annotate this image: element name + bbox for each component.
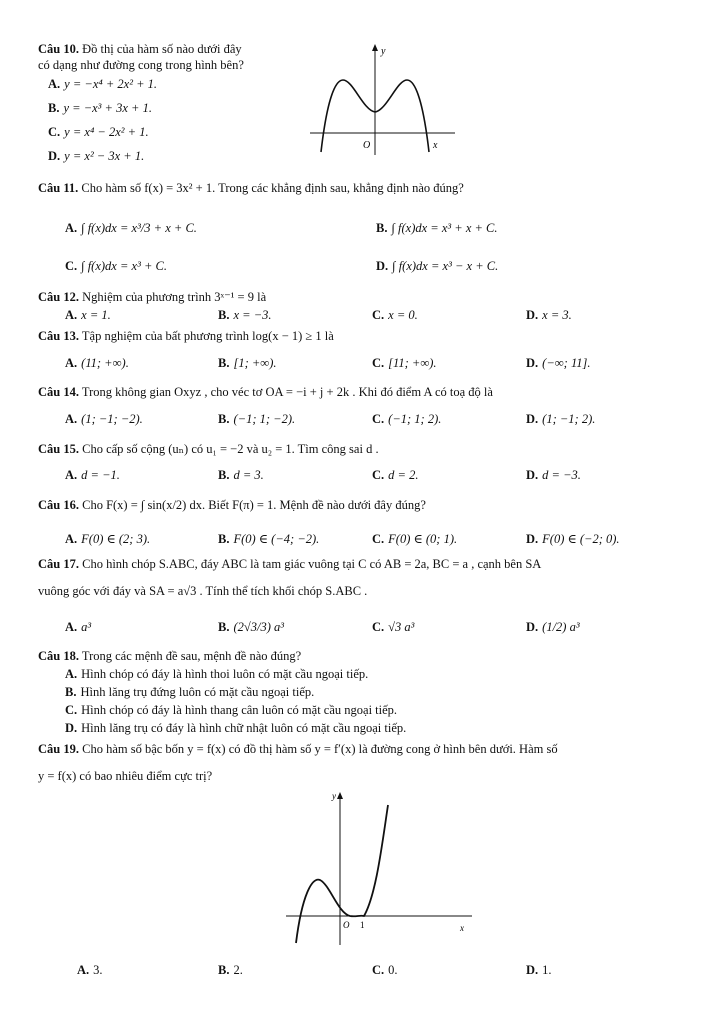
- q13-option-b[interactable]: B. [1; +∞).: [218, 356, 277, 370]
- q15-option-a[interactable]: A. d = −1.: [65, 468, 120, 482]
- q11-option-a[interactable]: A. ∫ f(x)dx = x³/3 + x + C.: [65, 221, 197, 235]
- q16-option-c[interactable]: C. F(0) ∈ (0; 1).: [372, 532, 458, 546]
- q19-option-b[interactable]: B. 2.: [218, 963, 243, 977]
- q17-text1: Cho hình chóp S.ABC, đáy ABC là tam giác vuông tại C có AB = 2a, BC = a , cạnh bên SA: [82, 557, 542, 571]
- q19-stem-line2: y = f(x) có bao nhiêu điểm cực trị?: [38, 769, 213, 783]
- q14-option-a[interactable]: A. (1; −1; −2).: [65, 412, 143, 426]
- q12-stem: [38, 289, 266, 305]
- q16-label: Câu 16.: [38, 498, 79, 512]
- q17-label: Câu 17.: [38, 557, 79, 571]
- q14-option-c[interactable]: C. (−1; 1; 2).: [372, 412, 442, 426]
- q17-stem-line1: [38, 556, 541, 572]
- q19-stem-line1: [38, 741, 558, 757]
- q11-option-d[interactable]: D. ∫ f(x)dx = x³ − x + C.: [376, 259, 499, 273]
- q10-label: Câu 10.: [38, 42, 79, 56]
- q12-label: Câu 12.: [38, 290, 79, 304]
- q15-stem: [38, 441, 379, 457]
- q10-graph: [305, 40, 465, 160]
- q19-x-label: x: [460, 923, 464, 933]
- q11-option-c[interactable]: C. ∫ f(x)dx = x³ + C.: [65, 259, 167, 273]
- q18-label: Câu 18.: [38, 649, 79, 663]
- q16-option-b[interactable]: B. F(0) ∈ (−4; −2).: [218, 532, 320, 546]
- q11-option-b[interactable]: B. ∫ f(x)dx = x³ + x + C.: [376, 221, 498, 235]
- q12-option-c[interactable]: C. x = 0.: [372, 308, 418, 322]
- q19-option-a[interactable]: A. 3.: [77, 963, 103, 977]
- q14-stem: [38, 384, 493, 400]
- q15-option-c[interactable]: C. d = 2.: [372, 468, 419, 482]
- q13-option-c[interactable]: C. [11; +∞).: [372, 356, 437, 370]
- q11-text: Cho hàm số f(x) = 3x² + 1. Trong các khẳng định sau, khẳng định nào đúng?: [81, 181, 464, 195]
- q10-stem-line1: [38, 41, 242, 57]
- q19-tick-1: 1: [360, 920, 365, 930]
- q10-origin-label: O: [363, 140, 371, 151]
- q18-option-c[interactable]: C. Hình chóp có đáy là hình thang cân luôn có mặt cầu ngoại tiếp.: [65, 703, 398, 717]
- q19-option-d[interactable]: D. 1.: [526, 963, 552, 977]
- q12-option-b[interactable]: B. x = −3.: [218, 308, 272, 322]
- q18-option-b[interactable]: B. Hình lăng trụ đứng luôn có mặt cầu ngoại tiếp.: [65, 685, 315, 699]
- q17-option-b[interactable]: B. (2√3/3) a³: [218, 620, 284, 634]
- q19-curve: [296, 805, 388, 943]
- q16-stem: [38, 497, 426, 513]
- q10-option-b[interactable]: B. y = −x³ + 3x + 1.: [48, 101, 152, 115]
- q19-option-c[interactable]: C. 0.: [372, 963, 398, 977]
- q17-option-d[interactable]: D. (1/2) a³: [526, 620, 580, 634]
- q10-option-c[interactable]: C. y = x⁴ − 2x² + 1.: [48, 125, 149, 139]
- q17-option-c[interactable]: C. √3 a³: [372, 620, 415, 634]
- q13-stem: [38, 328, 334, 344]
- q10-y-arrow: [372, 44, 378, 51]
- q15-text: Cho cấp số cộng (uₙ) có u₁ = −2 và u₂ = 1. Tìm công sai d .: [82, 442, 379, 456]
- q19-graph: [280, 785, 480, 950]
- q14-option-b[interactable]: B. (−1; 1; −2).: [218, 412, 296, 426]
- q19-label: Câu 19.: [38, 742, 79, 756]
- q13-label: Câu 13.: [38, 329, 79, 343]
- q17-option-a[interactable]: A. a³: [65, 620, 92, 634]
- q15-label: Câu 15.: [38, 442, 79, 456]
- q19-origin-label: O: [343, 920, 350, 930]
- q15-option-d[interactable]: D. d = −3.: [526, 468, 581, 482]
- q18-text: Trong các mệnh đề sau, mệnh đề nào đúng?: [81, 649, 302, 663]
- q13-text: Tập nghiệm của bất phương trình log(x − 1) ≥ 1 là: [81, 329, 334, 343]
- q13-option-d[interactable]: D. (−∞; 11].: [526, 356, 591, 370]
- q12-option-a[interactable]: A. x = 1.: [65, 308, 111, 322]
- q19-y-label: y: [332, 791, 336, 801]
- q10-text1: Đồ thị của hàm số nào dưới đây: [82, 42, 242, 56]
- q10-option-a[interactable]: A. y = −x⁴ + 2x² + 1.: [48, 77, 158, 91]
- q19-y-arrow: [337, 792, 343, 799]
- q18-stem: [38, 648, 301, 664]
- q15-option-b[interactable]: B. d = 3.: [218, 468, 264, 482]
- q18-option-a[interactable]: A. Hình chóp có đáy là hình thoi luôn có mặt cầu ngoại tiếp.: [65, 667, 369, 681]
- q10-stem-line2: có dạng như đường cong trong hình bên?: [38, 58, 244, 72]
- q12-text: Nghiệm của phương trình 3ˣ⁻¹ = 9 là: [82, 290, 267, 304]
- q16-text: Cho F(x) = ∫ sin(x/2) dx. Biết F(π) = 1. Mệnh đề nào dưới đây đúng?: [82, 498, 426, 512]
- q19-text1: Cho hàm số bậc bốn y = f(x) có đồ thị hàm số y = f′(x) là đường cong ở hình bên dưới. Hàm số: [82, 742, 558, 756]
- q11-label: Câu 11.: [38, 181, 79, 195]
- q10-option-d[interactable]: D. y = x² − 3x + 1.: [48, 149, 145, 163]
- q18-option-d[interactable]: D. Hình lăng trụ có đáy là hình chữ nhật luôn có mặt cầu ngoại tiếp.: [65, 721, 407, 735]
- q10-y-label: y: [381, 46, 386, 57]
- q17-stem-line2: vuông góc với đáy và SA = a√3 . Tính thể tích khối chóp S.ABC .: [38, 584, 368, 598]
- q12-option-d[interactable]: D. x = 3.: [526, 308, 572, 322]
- q10-x-label: x: [433, 140, 438, 151]
- q16-option-a[interactable]: A. F(0) ∈ (2; 3).: [65, 532, 151, 546]
- q14-label: Câu 14.: [38, 385, 79, 399]
- q14-text: Trong không gian Oxyz , cho véc tơ OA = −i + j + 2k . Khi đó điểm A có toạ độ là: [81, 385, 493, 399]
- q16-option-d[interactable]: D. F(0) ∈ (−2; 0).: [526, 532, 620, 546]
- q14-option-d[interactable]: D. (1; −1; 2).: [526, 412, 596, 426]
- q11-stem: [38, 180, 464, 196]
- q13-option-a[interactable]: A. (11; +∞).: [65, 356, 129, 370]
